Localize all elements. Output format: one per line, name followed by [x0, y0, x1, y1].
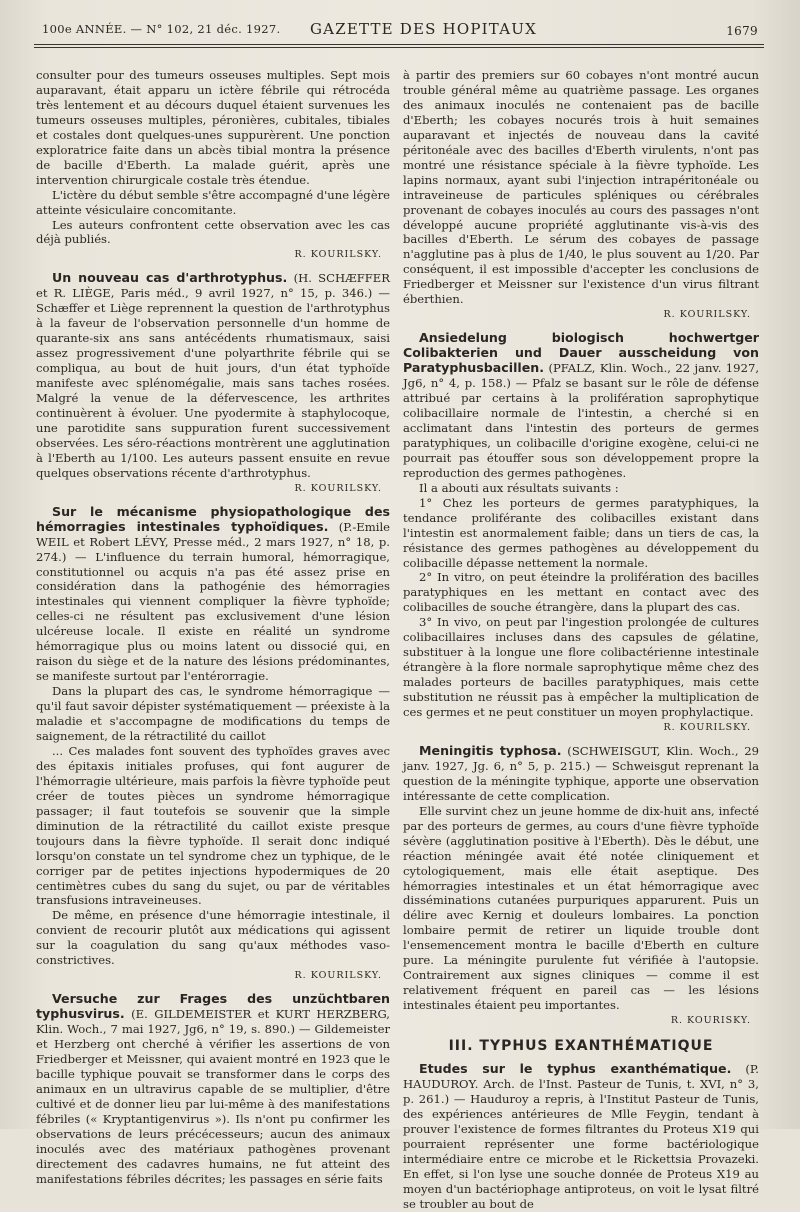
- article-title: Meningitis typhosa.: [419, 742, 562, 758]
- article-colibakterien: [403, 331, 759, 736]
- author-signature: R. KOURILSKY.: [294, 970, 382, 982]
- result-item: 1° Chez les porteurs de germes paratyphiques, la tendance proliférante des colibacilles existant dans l'intestin est anormalement faible; dans un tiers de cas, la résistance des germes pathogènes au développement du colibacille dépasse nettement la normale.: [403, 495, 759, 570]
- paragraph: consulter pour des tumeurs osseuses multiples. Sept mois auparavant, était apparu un ictère fébrile qui rétrocéda très lentement et au décours duquel étaient survenues les tumeurs osseuses multiples, péronières, cubitales, tibiales et costales dont quelques-unes suppurèrent. Une ponction exploratrice faite dans un abcès tibial montra la présence de bacille d'Eberth. La malade guérit, après une intervention chirurgicale costale très étendue.: [36, 68, 390, 187]
- article-osseous-tumors: [36, 68, 390, 263]
- article-title: Un nouveau cas d'arthrotyphus.: [52, 270, 288, 286]
- article-arthrotyphus: [36, 271, 390, 496]
- article-title: Sur le mécanisme physiopathologique des hémorragies intestinales typhoïdiques.: [36, 503, 390, 534]
- article-title: Versuche zur Frages des unzüchtbaren typhusvirus.: [36, 991, 390, 1022]
- section-heading: III. TYPHUS EXANTHÉMATIQUE: [448, 1038, 714, 1055]
- author-signature: R. KOURILSKY.: [294, 249, 382, 261]
- article-title: Etudes sur le typhus exanthématique.: [419, 1061, 732, 1076]
- paragraph: Il a abouti aux résultats suivants :: [419, 480, 619, 495]
- page-number: 1679: [726, 24, 758, 38]
- article-typhus-exanthematique: [403, 1062, 759, 1212]
- author-signature: R. KOURILSKY.: [663, 721, 751, 733]
- author-signature: R. KOURILSKY.: [663, 309, 751, 321]
- article-reference: (H. SCHÆFFER et R. LIÈGE, Paris méd., 9 avril 1927, n° 15, p. 346.) — Schæffer et Liège reprennent la question de l'arthrotyphus à la faveur de l'observation personnelle d'un homme de quarante-six ans sans antécédents rhumatismaux, saisi assez progressivement d'une polyarthrite fébrile qui se compliqua, au bout de huit jours, d'un état typhoïde manifeste avec splénomégalie, mais sans taches rosées. Malgré la venue de la défervescence, les arthrites continuèrent à évoluer. Une pyodermite à staphylocoque, une parotidite sans suppuration furent successivement observées. Les séro-réactions montrèrent une agglutination à l'Eberth au 1/100. Les auteurs passent ensuite en revue quelques observations récente d'arthrotyphus.: [36, 271, 390, 480]
- result-item: 3° In vivo, on peut par l'ingestion prolongée de cultures colibacillaires incluses dans des capsules de gélatine, substituer à la longue une flore colibactérienne intestinale étrangère à la flore normale saprophytique même chez des malades porteurs de bacilles paratyphiques, mais cette substitution ne réussit pas à empêcher la multiplication de ces germes et ne peut constituer un moyen prophylactique.: [403, 615, 759, 720]
- article-typhusvirus: [36, 992, 390, 1186]
- header-rule: [34, 44, 764, 45]
- paragraph: L'ictère du début semble s'être accompagné d'une légère atteinte vésiculaire concomitante.: [36, 187, 390, 217]
- article-hemorrhages: [36, 505, 390, 985]
- running-header: [34, 18, 764, 40]
- article-reference: (P.-Emile WEIL et Robert LÉVY, Presse méd., 2 mars 1927, n° 18, p. 274.) — L'influence du terrain humoral, hémorragique, constitutionnel ou acquis n'a pas été assez prise en considération dans la pathogénie des hémorragies intestinales qui viennent compliquer la fièvre typhoïde; celles-ci ne résultent pas exclusivement d'une lésion ulcéreuse locale. Il existe en réalité un syndrome hémorragique plus ou moins latent ou dissocié qui, en raison du siège et de la nature des lésions prédominantes, se manifeste surtout par l'entérorragie.: [36, 519, 391, 684]
- paragraph: Dans la plupart des cas, le syndrome hémorragique — qu'il faut savoir dépister systématiquement — préexiste à la maladie et s'accompagne de modifications du temps de saignement, de la rétractilité du caillot: [36, 684, 390, 743]
- author-signature: R. KOURILSKY.: [294, 482, 382, 494]
- paragraph: à partir des premiers sur 60 cobayes n'ont montré aucun trouble général même au quatrième passage. Les organes des animaux inoculés ne contenaient pas de bacille d'Eberth; les cobayes nocurés trois à huit semaines auparavant et injectés de nouveau dans la cavité péritonéale avec des bacilles d'Eberth virulents, n'ont pas montré une résistance spéciale à la fièvre typhoïde. Les lapins normaux, ayant subi l'injection intrapéritonéale ou intraveineuse de particules spléniques ou cérébrales provenant de cobayes inoculés au cours des passages n'ont développé aucune propriété agglutinante vis-à-vis des bacilles d'Eberth. Le sérum des cobayes de passage n'agglutine pas à plus de 1/40, le plus souvent au 1/20. Par conséquent, il est impossible d'accepter les conclusions de Friedberger et Meissner sur l'existence d'un virus filtrant éberthien.: [403, 68, 759, 307]
- paragraph: ... Ces malades font souvent des typhoïdes graves avec des épitaxis initiales profuses, qui font augurer de l'hémorragie ultérieure, mais parfois la fièvre typhoïde peut créer de toutes pièces un syndrome hémorragique passager; il faut toutefois se souvenir que la simple diminution de la rétractilité du caillot existe presque toujours dans la fièvre typhoïde. Il serait donc indiqué lorsqu'on constate un tel syndrome chez un typhique, de le corriger par de petites injections hypodermiques de 20 centimètres cubes du sang du sujet, ou par de véritables transfusions intraveineuses.: [36, 743, 390, 908]
- article-title: Ansiedelung biologisch hochwertger Colibakterien und Dauer ausscheidung von Paratyphusbacillen.: [403, 330, 759, 376]
- article-reference: (E. GILDEMEISTER et KURT HERZBERG, Klin. Woch., 7 mai 1927, Jg6, n° 19, s. 890.) — Gildemeister et Herzberg ont cherché à vérifier les assertions de von Friedberger et Meissner, qui avaient montré en 1923 que le bacille typhique pouvait se transformer dans le corps des animaux en un ultravirus capable de se multiplier, d'être cultivé et de donner lieu par lui-même à des manifestations fébriles (« Kryptantigenvirus »). Ils n'ont pu confirmer les observations de leurs précécesseurs; aucun des animaux inoculés avec des matériaux pathogènes provenant directement des cadavres humains, ne fut atteint des manifestations fébriles décrites; les passages en série faits: [36, 1007, 390, 1186]
- issue-info: 100e ANNÉE. — N° 102, 21 déc. 1927.: [42, 22, 281, 36]
- article-reference: (SCHWEISGUT, Klin. Woch., 29 janv. 1927, Jg. 6, n° 5, p. 215.) — Schweisgut reprenant la question de la méningite typhique, apporte une observation intéressante de cette complication.: [403, 743, 760, 803]
- author-signature: R. KOURISKY.: [670, 1015, 751, 1027]
- header-rule: [34, 47, 764, 48]
- paragraph: Elle survint chez un jeune homme de dix-huit ans, infecté par des porteurs de germes, au cours d'une fièvre typhoïde sévère (agglutination positive à l'Eberth). Dès le début, une réaction méningée avait été notée cliniquement et cytologiquement, mais elle était aseptique. Des hémorragies intestinales et un état hémorragique avec disséminations cutanées purpuriques apparurent. Puis un délire avec Kernig et douleurs lombaires. La ponction lombaire permit de retirer un liquide trouble dont l'ensemencement montra le bacille d'Eberth en culture pure. La méningite purulente fut vérifiée à l'autopsie. Contrairement aux signes cliniques — comme il est relativement fréquent en pareil cas — les lésions intestinales étaient peu importantes.: [403, 803, 759, 1013]
- right-column: [403, 62, 760, 1211]
- left-column: [36, 62, 391, 1186]
- article-reference: (P. HAUDUROY. Arch. de l'Inst. Pasteur de Tunis, t. XVI, n° 3, p. 261.) — Hauduroy a repris, à l'Institut Pasteur de Tunis, des expériences antérieures de Mlle Feygin, tendant à prouver l'existence de formes filtrantes du Proteus X19 qui pourraient représenter une forme bactériologique intermédiaire entre ce microbe et le Rickettsia Provazeki. En effet, si l'on lyse une souche donnée de Proteus X19 au moyen d'un bactériophage antiproteus, on voit le lysat filtré se troubler au bout de: [403, 1062, 759, 1211]
- article-reference: (PFALZ, Klin. Woch., 22 janv. 1927, Jg6, n° 4, p. 158.) — Pfalz se basant sur le rôle de défense attribué par certains à la prolifération saprophytique colibacillaire normale de l'intestin, a cherché si en acclimatant dans l'intestin des porteurs de germes paratyphiques, un colibacille d'origine exogène, celui-ci ne pourrait pas étouffer sous son développement propre la reproduction des germes pathogènes.: [403, 361, 760, 480]
- paragraph: Les auteurs confrontent cette observation avec les cas déjà publiés.: [36, 217, 390, 247]
- article-typhusvirus-continued: [403, 68, 759, 323]
- journal-title: GAZETTE DES HOPITAUX: [310, 20, 537, 38]
- article-meningitis: [403, 744, 759, 1029]
- result-item: 2° In vitro, on peut éteindre la prolifération des bacilles paratyphiques en les mettant en contact avec des colibacilles de souche étrangère, dans la plupart des cas.: [403, 570, 759, 615]
- paragraph: De même, en présence d'une hémorragie intestinale, il convient de recourir plutôt aux médications qui agissent sur la coagulation du sang qu'aux méthodes vaso-constrictives.: [36, 908, 390, 968]
